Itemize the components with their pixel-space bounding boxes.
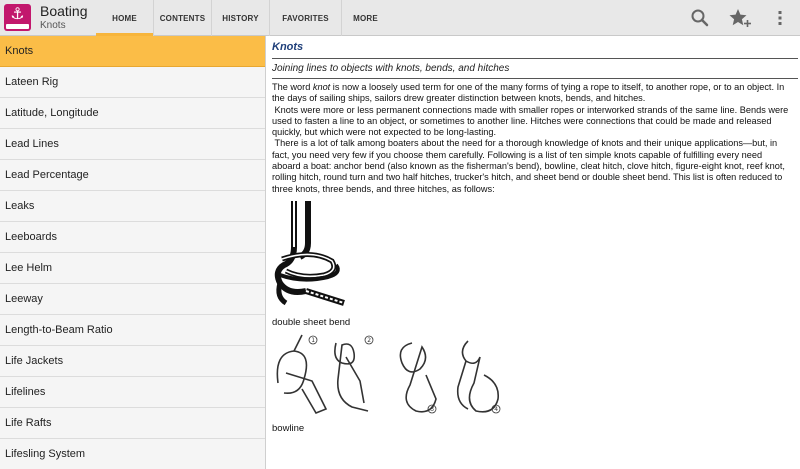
article-subtitle: Joining lines to objects with knots, bends, and hitches <box>272 63 510 74</box>
app-titles <box>40 3 87 32</box>
star-add-icon[interactable] <box>729 8 749 28</box>
p1-text-a: The word <box>272 82 313 92</box>
double-sheet-bend-illustration <box>272 199 352 309</box>
list-item-leeboards[interactable]: Leeboards <box>0 222 265 253</box>
subtitle-divider <box>272 78 798 79</box>
paragraph-3: There is a lot of talk among boaters about the need for a thorough knowledge of knots and their unique applications—but, in fact, you need very few if you choose them carefully. Following is a list of ten simple knots capable of fulfilling every need aboard a boat: anchor bend (also known as the fisherman's bend), bowline, cleat hitch, clove hitch, figure-eight knot, reef knot, rolling hitch, round turn and two half hitches, trucker's hitch, and sheet bend or double sheet bend. This list is often reduced to three knots, three bends, and three hitches, as follows: <box>272 138 785 194</box>
action-bar <box>0 0 800 36</box>
list-item-knots[interactable]: Knots <box>0 36 265 67</box>
double-sheet-bend-figure <box>272 199 800 314</box>
step-label-1: 1 <box>311 337 316 345</box>
list-item-leaks[interactable]: Leaks <box>0 191 265 222</box>
tab-favorites[interactable]: FAVORITES <box>269 0 341 36</box>
article-pane <box>267 36 800 469</box>
step-label-2: 2 <box>367 337 372 345</box>
search-icon[interactable] <box>690 8 710 28</box>
article-title: Knots <box>272 41 304 53</box>
list-item-lifelines[interactable]: Lifelines <box>0 377 265 408</box>
list-item-leeway[interactable]: Leeway <box>0 284 265 315</box>
logo-strip <box>6 24 29 29</box>
tab-contents[interactable]: CONTENTS <box>153 0 211 36</box>
list-item-lateen-rig[interactable]: Lateen Rig <box>0 67 265 98</box>
tab-history[interactable]: HISTORY <box>211 0 269 36</box>
list-item-life-jackets[interactable]: Life Jackets <box>0 346 265 377</box>
list-item-latitude-longitude[interactable]: Latitude, Longitude <box>0 98 265 129</box>
app-title: Boating <box>40 3 88 19</box>
list-item-lead-percentage[interactable]: Lead Percentage <box>0 160 265 191</box>
list-item-lee-helm[interactable]: Lee Helm <box>0 253 265 284</box>
p1-emphasis: knot <box>312 82 331 92</box>
step-label-4: 4 <box>494 406 499 414</box>
title-divider <box>272 58 798 59</box>
step-label-3: 3 <box>430 406 435 414</box>
paragraph-1 <box>272 82 792 105</box>
list-item-life-rafts[interactable]: Life Rafts <box>0 408 265 439</box>
list-item-lifesling-system[interactable]: Lifesling System <box>0 439 265 469</box>
app-subtitle: Knots <box>40 20 66 31</box>
paragraph-2: Knots were more or less permanent connections made with smaller ropes or interworked strands of the same line. Bends were used to fasten a line to an object, or sometimes to another line. Hitches were connections that could be made and released quickly, but which were not expected to be long-lasting. <box>272 104 789 138</box>
p1-text-b: is now a loosely used term for one of the many forms of tying a rope to itself, to another rope, or to an object. In the days of sailing ships, sailors drew greater distinction between knots, bends, and hitches. <box>272 82 785 104</box>
tab-more[interactable]: MORE <box>341 0 389 36</box>
overflow-menu-icon[interactable] <box>770 8 790 28</box>
topic-list <box>0 36 266 469</box>
list-item-lead-lines[interactable]: Lead Lines <box>0 129 265 160</box>
tab-bar <box>96 0 389 36</box>
tab-home[interactable]: HOME <box>96 0 153 36</box>
bowline-illustration <box>272 333 504 415</box>
caption-double-sheet-bend: double sheet bend <box>272 316 351 328</box>
app-logo-icon[interactable] <box>4 4 31 31</box>
caption-bowline: bowline <box>272 422 305 434</box>
list-item-length-to-beam-ratio[interactable]: Length-to-Beam Ratio <box>0 315 265 346</box>
anchor-icon: ⚓ <box>10 4 25 23</box>
bowline-figure <box>272 333 800 420</box>
